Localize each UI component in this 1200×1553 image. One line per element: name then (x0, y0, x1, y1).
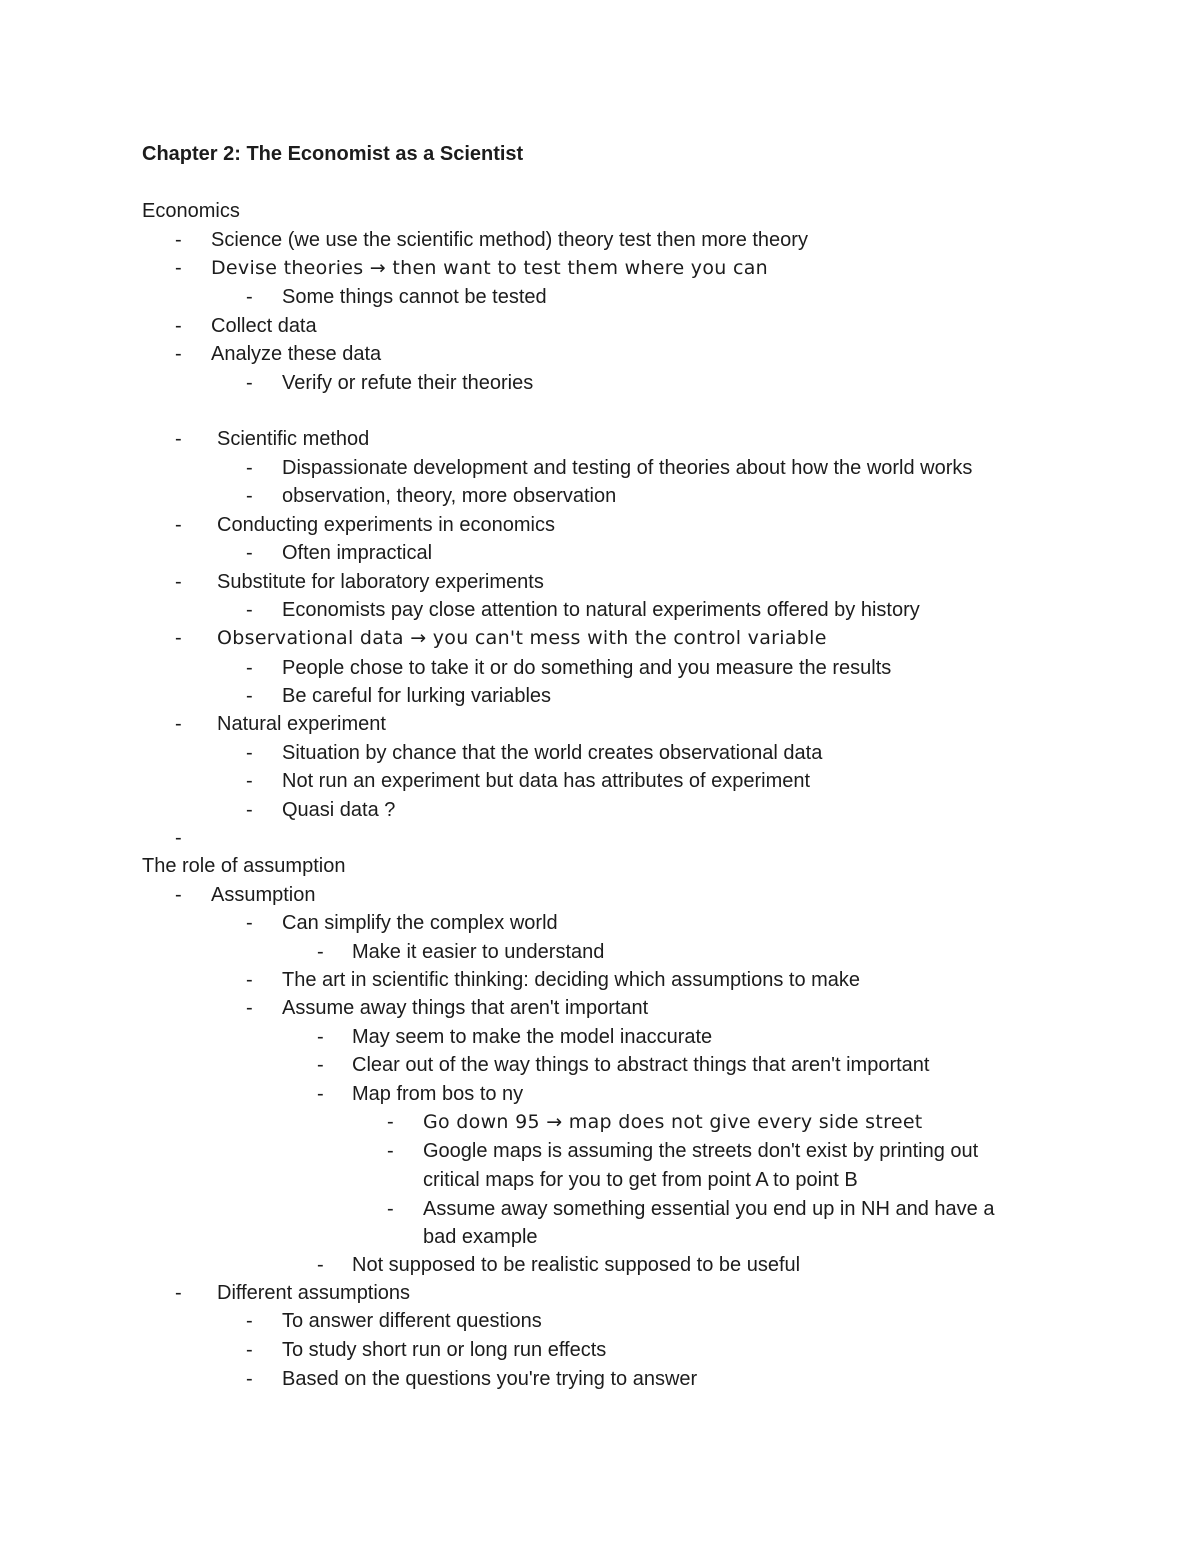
list-item-text: Collect data (211, 315, 317, 337)
list-item-text: To study short run or long run effects (282, 1339, 607, 1361)
bullet-dash: - (246, 997, 253, 1019)
list-item-text: Situation by chance that the world creates observational data (282, 742, 823, 764)
list-item-text: Not supposed to be realistic supposed to be useful (352, 1254, 801, 1276)
list-item-text: Analyze these data (211, 343, 382, 365)
list-item-text: Some things cannot be tested (282, 286, 547, 308)
list-item-text: Assume away things that aren't important (282, 997, 649, 1019)
list-item-text: Clear out of the way things to abstract things that aren't important (352, 1054, 930, 1076)
list-item-text: Assumption (211, 884, 316, 906)
list-item-text: Based on the questions you're trying to answer (282, 1368, 698, 1390)
list-item-text: Go down 95 → map does not give every side street (423, 1111, 923, 1133)
bullet-dash: - (175, 713, 182, 735)
bullet-dash: - (246, 599, 253, 621)
bullet-dash: - (246, 1368, 253, 1390)
list-item-text: Economists pay close attention to natural experiments offered by history (282, 599, 920, 621)
bullet-dash: - (246, 372, 253, 394)
bullet-dash: - (246, 912, 253, 934)
list-item-text: Verify or refute their theories (282, 372, 534, 394)
bullet-dash: - (246, 657, 253, 679)
bullet-dash: - (317, 1054, 324, 1076)
list-item-text: Devise theories → then want to test them where you can (211, 257, 768, 279)
list-item-text: May seem to make the model inaccurate (352, 1026, 713, 1048)
bullet-dash: - (387, 1111, 394, 1133)
list-item-text: Not run an experiment but data has attributes of experiment (282, 770, 811, 792)
bullet-dash: - (175, 315, 182, 337)
bullet-dash: - (246, 969, 253, 991)
section-text: Economics (142, 200, 240, 222)
bullet-dash: - (246, 799, 253, 821)
list-item-text: Map from bos to ny (352, 1083, 524, 1105)
bullet-dash: - (246, 1339, 253, 1361)
list-item-text: Scientific method (217, 428, 370, 450)
list-item-text: Conducting experiments in economics (217, 514, 555, 536)
bullet-dash: - (246, 1310, 253, 1332)
list-item-text: To answer different questions (282, 1310, 542, 1332)
list-item-text: Science (we use the scientific method) theory test then more theory (211, 229, 808, 251)
section-text: The role of assumption (142, 855, 346, 877)
bullet-dash: - (175, 229, 182, 251)
bullet-dash: - (175, 571, 182, 593)
bullet-dash: - (317, 1026, 324, 1048)
list-item-text: People chose to take it or do something and you measure the results (282, 657, 892, 679)
bullet-dash: - (246, 286, 253, 308)
section-text: bad example (423, 1226, 538, 1248)
list-item-text: Dispassionate development and testing of theories about how the world works (282, 457, 973, 479)
bullet-dash: - (175, 428, 182, 450)
list-item-text: The art in scientific thinking: deciding which assumptions to make (282, 969, 861, 991)
list-item-text: Quasi data ? (282, 799, 396, 821)
list-item-text: Substitute for laboratory experiments (217, 571, 544, 593)
bullet-dash: - (246, 770, 253, 792)
bullet-dash: - (175, 884, 182, 906)
list-item-text: Assume away something essential you end up in NH and have a (423, 1198, 995, 1220)
bullet-dash: - (246, 485, 253, 507)
list-item-text: Can simplify the complex world (282, 912, 558, 934)
bullet-dash: - (317, 941, 324, 963)
bullet-dash: - (175, 1282, 182, 1304)
bullet-dash: - (387, 1140, 394, 1162)
bullet-dash: - (175, 257, 182, 279)
bullet-dash: - (317, 1254, 324, 1276)
list-item-text: Different assumptions (217, 1282, 411, 1304)
bullet-dash: - (317, 1083, 324, 1105)
list-item-text: Observational data → you can't mess with the control variable (217, 627, 827, 649)
list-item-text: Natural experiment (217, 713, 386, 735)
list-item-text: Be careful for lurking variables (282, 685, 552, 707)
section-text: critical maps for you to get from point A to point B (423, 1169, 858, 1191)
bullet-dash: - (175, 343, 182, 365)
bullet-dash: - (246, 685, 253, 707)
bullet-dash: - (175, 627, 182, 649)
bullet-dash: - (246, 742, 253, 764)
bullet-dash: - (246, 457, 253, 479)
bullet-dash: - (175, 514, 182, 536)
list-item-text: observation, theory, more observation (282, 485, 617, 507)
bullet-dash: - (387, 1198, 394, 1220)
list-item-text: Google maps is assuming the streets don't exist by printing out (423, 1140, 979, 1162)
list-item-text: Make it easier to understand (352, 941, 605, 963)
bullet-dash: - (175, 827, 182, 849)
page-title: Chapter 2: The Economist as a Scientist (142, 143, 524, 165)
list-item-text: Often impractical (282, 542, 433, 564)
bullet-dash: - (246, 542, 253, 564)
